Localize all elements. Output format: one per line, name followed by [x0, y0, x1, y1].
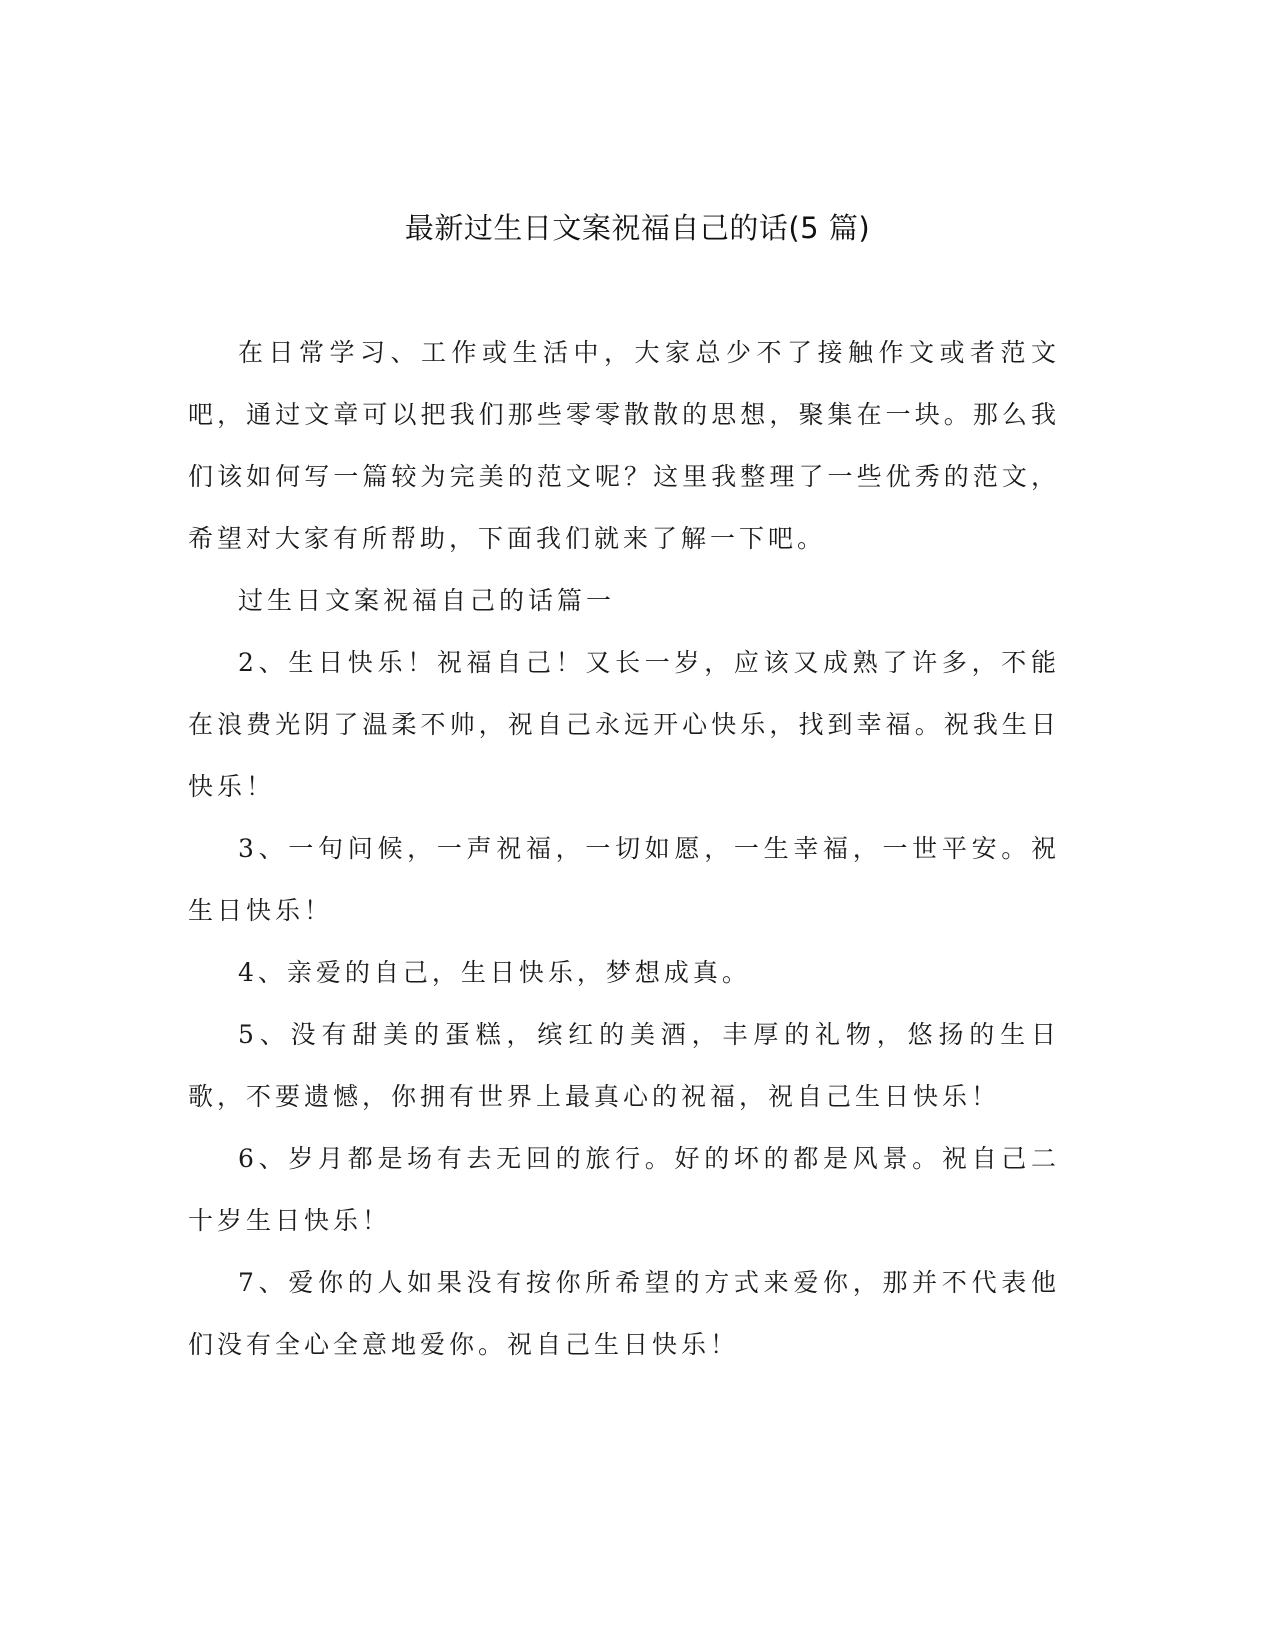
document-body — [188, 322, 1060, 1376]
list-item: 7、爱你的人如果没有按你所希望的方式来爱你，那并不代表他们没有全心全意地爱你。祝自己生日快乐！ — [188, 1268, 1060, 1359]
list-item: 4、亲爱的自己，生日快乐，梦想成真。 — [238, 958, 751, 987]
list-item: 5、没有甜美的蛋糕，缤红的美酒，丰厚的礼物，悠扬的生日歌，不要遗憾，你拥有世界上最真心的祝福，祝自己生日快乐！ — [188, 1020, 1060, 1111]
section-heading: 过生日文案祝福自己的话篇一 — [238, 586, 616, 615]
list-item: 3、一句问候，一声祝福，一切如愿，一生幸福，一世平安。祝生日快乐！ — [188, 834, 1060, 925]
intro-paragraph: 在日常学习、工作或生活中，大家总少不了接触作文或者范文吧，通过文章可以把我们那些零零散散的思想，聚集在一块。那么我们该如何写一篇较为完美的范文呢？这里我整理了一些优秀的范文，希望对大家有所帮助，下面我们就来了解一下吧。 — [188, 338, 1060, 553]
list-item: 6、岁月都是场有去无回的旅行。好的坏的都是风景。祝自己二十岁生日快乐！ — [188, 1144, 1060, 1235]
list-item: 2、生日快乐！祝福自己！又长一岁，应该又成熟了许多，不能在浪费光阴了温柔不帅，祝自己永远开心快乐，找到幸福。祝我生日快乐！ — [188, 648, 1060, 801]
document-title: 最新过生日文案祝福自己的话(5 篇) — [404, 211, 871, 245]
